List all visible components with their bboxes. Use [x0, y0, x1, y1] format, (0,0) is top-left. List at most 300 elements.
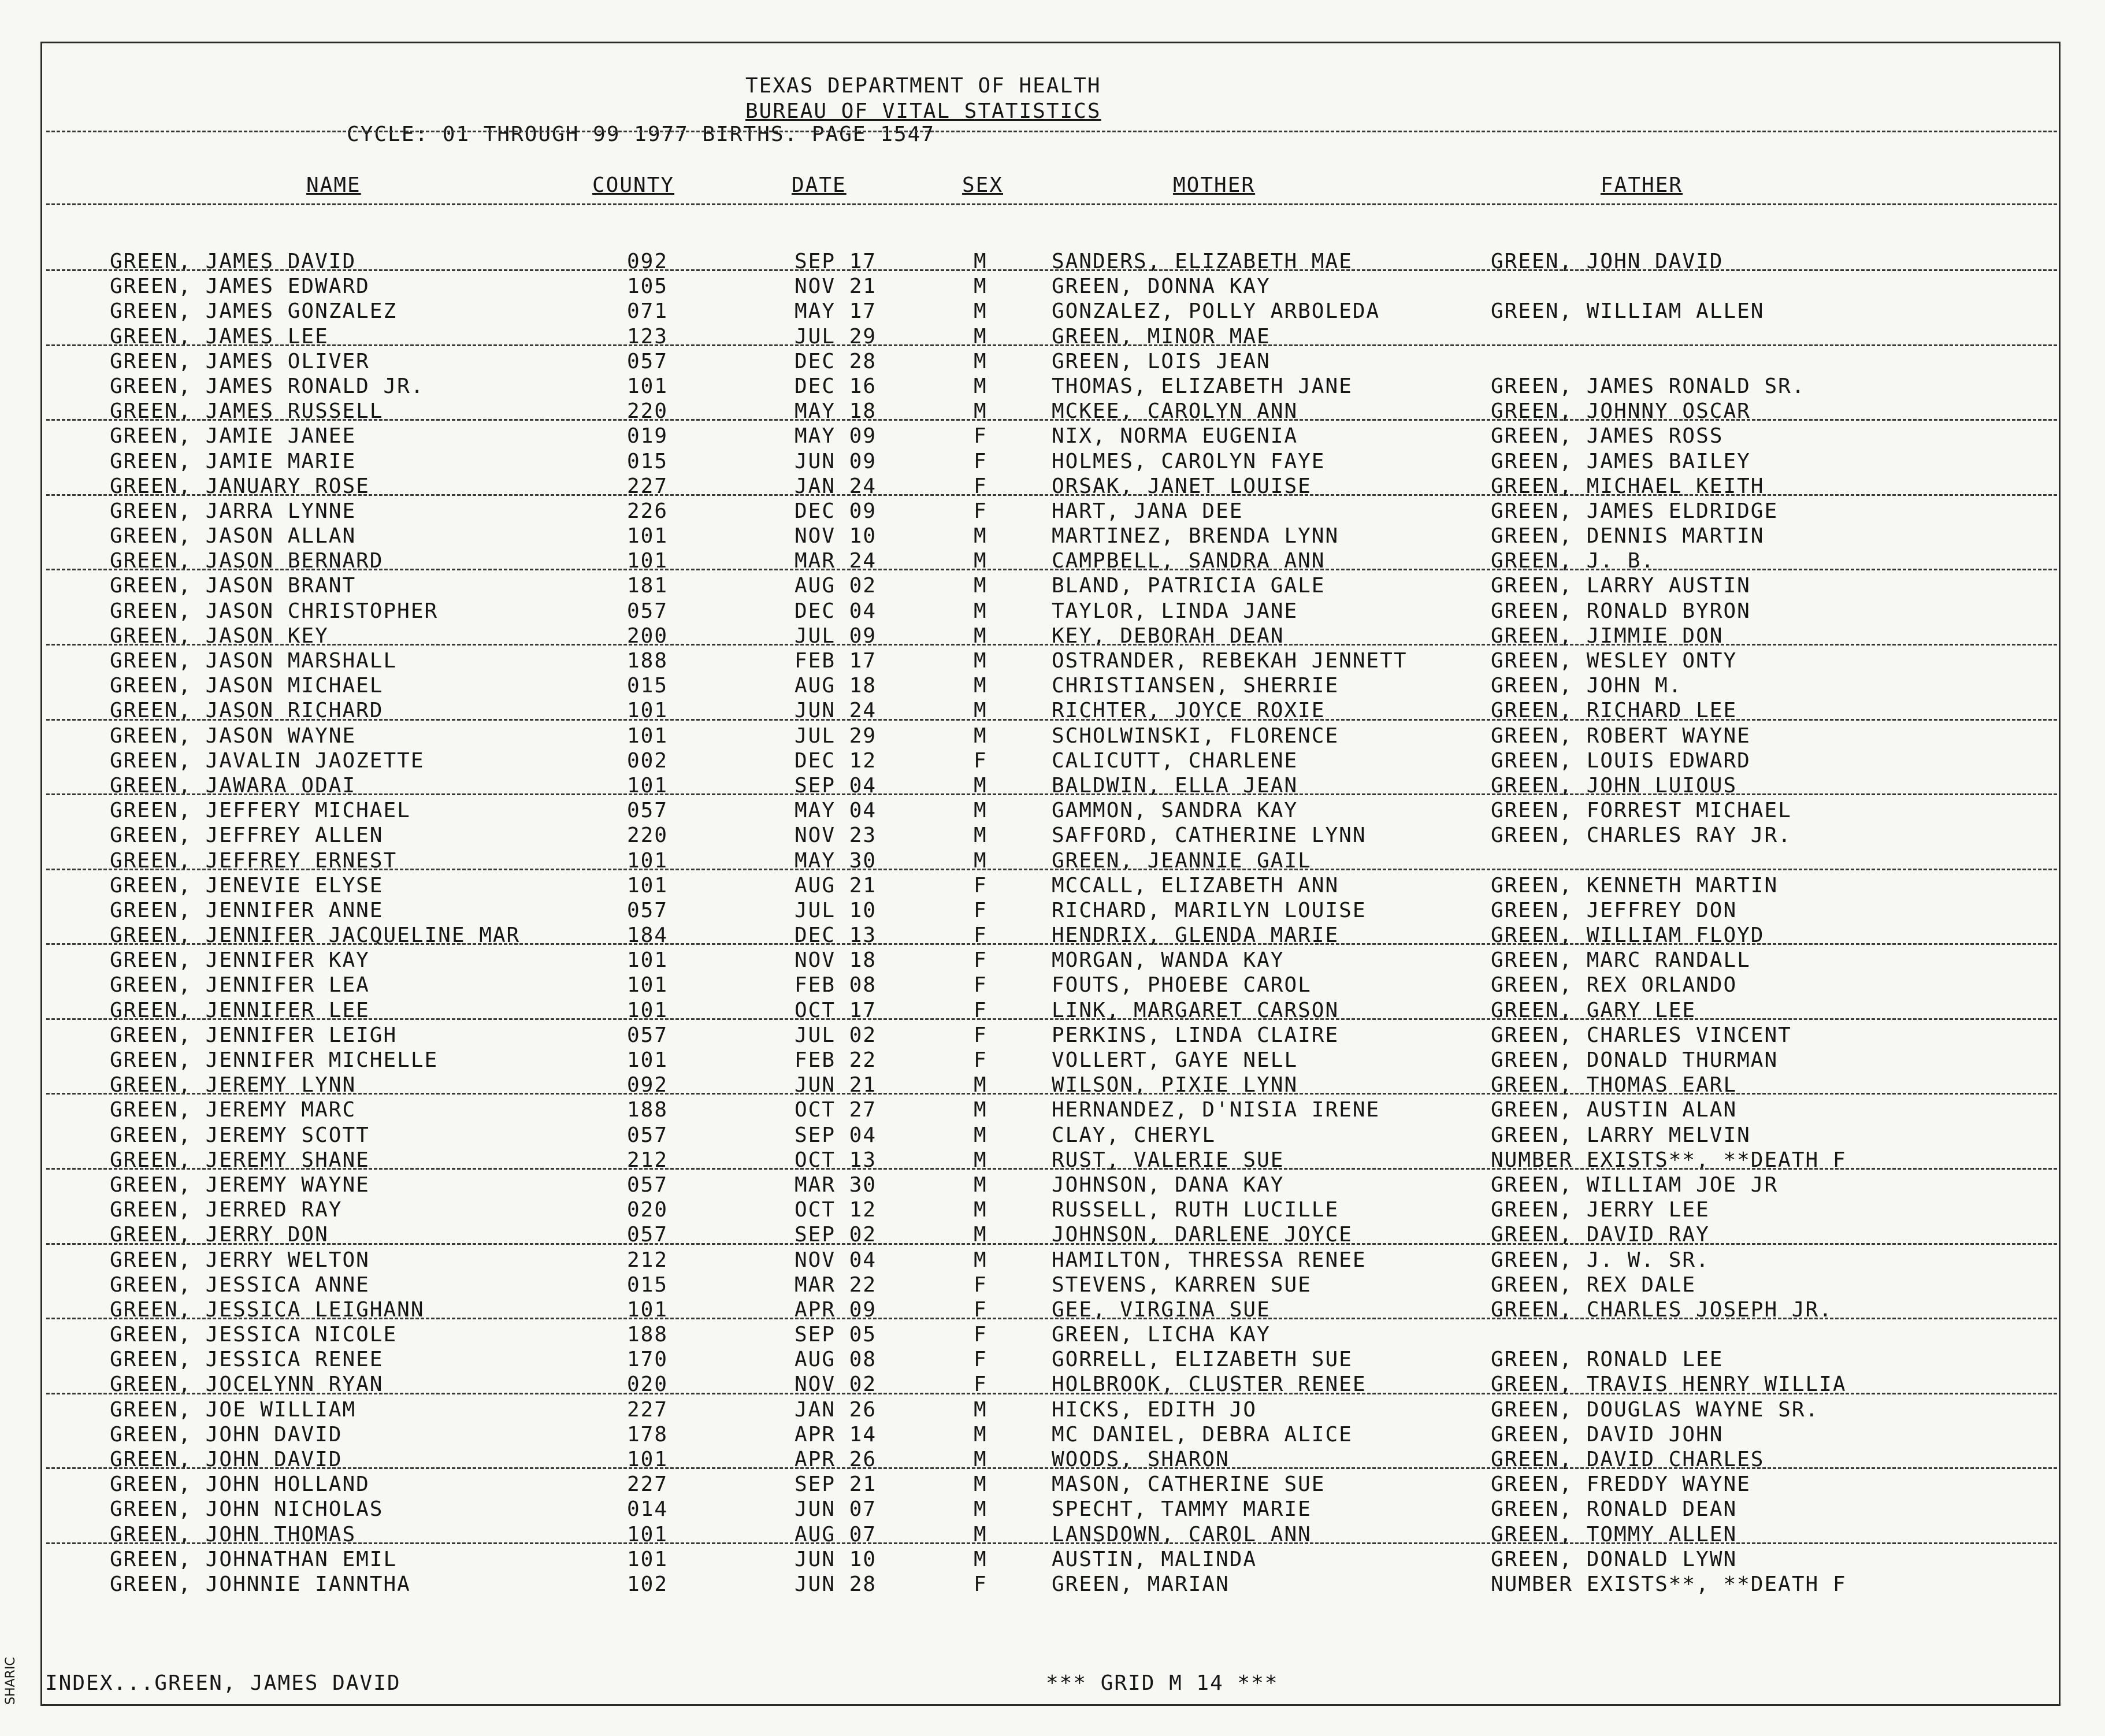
table-row — [0, 1272, 2105, 1297]
cell-date: DEC 13 — [795, 923, 877, 948]
cell-father: GREEN, JEFFREY DON — [1491, 898, 1738, 922]
cell-father: GREEN, REX ORLANDO — [1491, 973, 1738, 997]
cell-county: 188 — [627, 1098, 669, 1122]
cell-father: GREEN, WILLIAM FLOYD — [1491, 923, 1765, 948]
cell-sex: M — [974, 524, 987, 548]
cell-county: 020 — [627, 1373, 669, 1397]
cell-mother: WOODS, SHARON — [1052, 1448, 1230, 1471]
cell-county: 015 — [627, 1273, 669, 1297]
cell-father: GREEN, TOMMY ALLEN — [1491, 1522, 1738, 1546]
cell-date: OCT 27 — [795, 1098, 877, 1122]
table-row — [0, 698, 2105, 722]
cell-county: 227 — [627, 474, 669, 498]
cell-father: GREEN, WESLEY ONTY — [1491, 649, 1738, 673]
cell-date: DEC 04 — [795, 599, 877, 623]
cell-father: GREEN, CHARLES VINCENT — [1491, 1023, 1792, 1047]
cell-sex: M — [974, 1223, 987, 1247]
cell-date: DEC 12 — [795, 748, 877, 773]
cell-name: GREEN, JEREMY SCOTT — [110, 1123, 370, 1147]
cell-date: MAY 30 — [795, 848, 877, 873]
cell-name: GREEN, JAMES GONZALEZ — [110, 299, 398, 324]
cell-date: NOV 21 — [795, 275, 877, 299]
cell-date: AUG 21 — [795, 873, 877, 897]
cell-sex: M — [974, 1472, 987, 1497]
cell-county: 101 — [627, 1048, 669, 1072]
cell-county: 057 — [627, 1173, 669, 1197]
cell-county: 019 — [627, 424, 669, 448]
cell-county: 002 — [627, 748, 669, 773]
cell-father: GREEN, DAVID RAY — [1491, 1223, 1710, 1247]
cell-name: GREEN, JOHN DAVID — [110, 1448, 343, 1471]
cell-date: APR 26 — [795, 1448, 877, 1471]
cell-name: GREEN, JASON BERNARD — [110, 549, 384, 573]
cell-sex: F — [974, 449, 987, 473]
cell-name: GREEN, JASON MARSHALL — [110, 649, 398, 673]
cell-county: 188 — [627, 649, 669, 673]
cell-father: GREEN, ROBERT WAYNE — [1491, 724, 1751, 748]
cell-sex: F — [974, 1023, 987, 1047]
cell-mother: MC DANIEL, DEBRA ALICE — [1052, 1422, 1353, 1446]
table-row — [0, 1546, 2105, 1571]
cell-sex: M — [974, 1173, 987, 1197]
table-row — [0, 1446, 2105, 1471]
cell-date: DEC 16 — [795, 374, 877, 398]
cell-mother: GREEN, JEANNIE GAIL — [1052, 848, 1312, 873]
table-row — [0, 598, 2105, 623]
cell-father: GREEN, RONALD DEAN — [1491, 1497, 1738, 1522]
cell-father: GREEN, THOMAS EARL — [1491, 1073, 1738, 1097]
cell-father: GREEN, WILLIAM ALLEN — [1491, 299, 1765, 324]
cell-sex: F — [974, 424, 987, 448]
cell-father: GREEN, JIMMIE DON — [1491, 624, 1724, 648]
cell-sex: F — [974, 1297, 987, 1322]
cell-sex: M — [974, 773, 987, 797]
cell-name: GREEN, JERRY WELTON — [110, 1248, 370, 1272]
cell-name: GREEN, JASON MICHAEL — [110, 674, 384, 698]
cell-mother: GREEN, LOIS JEAN — [1052, 349, 1271, 373]
cell-father: GREEN, FREDDY WAYNE — [1491, 1472, 1751, 1497]
table-row — [0, 1172, 2105, 1197]
cell-date: JUN 10 — [795, 1547, 877, 1571]
header-rule — [46, 131, 2057, 132]
cell-sex: M — [974, 1148, 987, 1172]
cell-name: GREEN, JAMES OLIVER — [110, 349, 370, 373]
table-row — [0, 1397, 2105, 1422]
cell-mother: HOLMES, CAROLYN FAYE — [1052, 449, 1326, 473]
cell-sex: M — [974, 824, 987, 848]
table-row — [0, 648, 2105, 673]
column-header-date: DATE — [792, 173, 847, 197]
cell-date: NOV 10 — [795, 524, 877, 548]
cell-mother: RUSSELL, RUTH LUCILLE — [1052, 1198, 1339, 1222]
cell-father: GREEN, RONALD LEE — [1491, 1348, 1724, 1372]
table-row — [0, 1197, 2105, 1222]
cell-father: NUMBER EXISTS**, **DEATH F — [1491, 1572, 1847, 1596]
cell-mother: MCKEE, CAROLYN ANN — [1052, 399, 1298, 424]
cell-sex: F — [974, 1048, 987, 1072]
table-row — [0, 997, 2105, 1022]
cell-father: GREEN, J. W. SR. — [1491, 1248, 1710, 1272]
cell-county: 105 — [627, 275, 669, 299]
cell-name: GREEN, JASON CHRISTOPHER — [110, 599, 439, 623]
cell-sex: F — [974, 1373, 987, 1397]
cell-sex: F — [974, 499, 987, 523]
cell-mother: WILSON, PIXIE LYNN — [1052, 1073, 1298, 1097]
cell-name: GREEN, JESSICA NICOLE — [110, 1323, 398, 1347]
cell-mother: NIX, NORMA EUGENIA — [1052, 424, 1298, 448]
cell-name: GREEN, JENNIFER ANNE — [110, 898, 384, 922]
cell-sex: F — [974, 948, 987, 973]
cell-father: NUMBER EXISTS**, **DEATH F — [1491, 1148, 1847, 1172]
cell-father: GREEN, GARY LEE — [1491, 998, 1696, 1022]
cell-name: GREEN, JAVALIN JAOZETTE — [110, 748, 425, 773]
cell-county: 057 — [627, 599, 669, 623]
cell-mother: CALICUTT, CHARLENE — [1052, 748, 1298, 773]
table-row — [0, 897, 2105, 922]
cell-date: OCT 17 — [795, 998, 877, 1022]
cell-father: GREEN, CHARLES RAY JR. — [1491, 824, 1792, 848]
table-row — [0, 748, 2105, 773]
cell-mother: GREEN, MARIAN — [1052, 1572, 1230, 1596]
cell-date: JUN 21 — [795, 1073, 877, 1097]
cell-mother: LANSDOWN, CAROL ANN — [1052, 1522, 1312, 1546]
cell-county: 220 — [627, 824, 669, 848]
table-row — [0, 398, 2105, 423]
cell-date: DEC 28 — [795, 349, 877, 373]
table-row — [0, 972, 2105, 997]
records-table — [0, 248, 2105, 1596]
cell-mother: KEY, DEBORAH DEAN — [1052, 624, 1284, 648]
cell-county: 015 — [627, 674, 669, 698]
cell-mother: GREEN, LICHA KAY — [1052, 1323, 1271, 1347]
table-row — [0, 1072, 2105, 1097]
cell-county: 178 — [627, 1422, 669, 1446]
cell-sex: M — [974, 1448, 987, 1471]
cell-sex: M — [974, 649, 987, 673]
cell-name: GREEN, JENNIFER KAY — [110, 948, 370, 973]
cell-father: GREEN, REX DALE — [1491, 1273, 1696, 1297]
cell-name: GREEN, JESSICA ANNE — [110, 1273, 370, 1297]
cell-mother: CAMPBELL, SANDRA ANN — [1052, 549, 1326, 573]
table-row — [0, 273, 2105, 298]
table-row — [0, 473, 2105, 498]
cell-county: 101 — [627, 1547, 669, 1571]
cell-mother: HART, JANA DEE — [1052, 499, 1243, 523]
cell-sex: M — [974, 574, 987, 598]
cell-county: 101 — [627, 948, 669, 973]
table-row — [0, 498, 2105, 523]
cell-county: 101 — [627, 1522, 669, 1546]
agency-title: TEXAS DEPARTMENT OF HEALTH — [745, 74, 1101, 98]
cell-county: 057 — [627, 1123, 669, 1147]
cell-date: JUL 29 — [795, 724, 877, 748]
cell-name: GREEN, JOHN DAVID — [110, 1422, 343, 1446]
table-row — [0, 324, 2105, 348]
cell-father: GREEN, JAMES ELDRIDGE — [1491, 499, 1779, 523]
cell-date: SEP 04 — [795, 773, 877, 797]
cell-name: GREEN, JOHN NICHOLAS — [110, 1497, 384, 1522]
table-row — [0, 248, 2105, 273]
cell-date: FEB 17 — [795, 649, 877, 673]
table-row — [0, 922, 2105, 947]
table-row — [0, 773, 2105, 797]
cell-sex: M — [974, 674, 987, 698]
cell-date: OCT 13 — [795, 1148, 877, 1172]
table-row — [0, 1422, 2105, 1446]
cell-sex: F — [974, 873, 987, 897]
cell-name: GREEN, JESSICA LEIGHANN — [110, 1297, 425, 1322]
cell-sex: M — [974, 1547, 987, 1571]
cell-father: GREEN, JOHN LUIOUS — [1491, 773, 1738, 797]
cell-sex: F — [974, 1323, 987, 1347]
cell-date: MAY 09 — [795, 424, 877, 448]
table-row — [0, 673, 2105, 698]
cell-date: JUL 10 — [795, 898, 877, 922]
cell-name: GREEN, JESSICA RENEE — [110, 1348, 384, 1372]
cell-date: NOV 23 — [795, 824, 877, 848]
cell-sex: F — [974, 1273, 987, 1297]
cell-mother: THOMAS, ELIZABETH JANE — [1052, 374, 1353, 398]
table-row — [0, 1097, 2105, 1122]
column-header-sex: SEX — [962, 173, 1004, 197]
cell-name: GREEN, JAMES LEE — [110, 324, 329, 348]
cell-county: 101 — [627, 549, 669, 573]
cell-date: APR 09 — [795, 1297, 877, 1322]
cell-name: GREEN, JOHNATHAN EMIL — [110, 1547, 398, 1571]
cell-name: GREEN, JANUARY ROSE — [110, 474, 370, 498]
cell-date: AUG 02 — [795, 574, 877, 598]
cell-date: JAN 26 — [795, 1397, 877, 1422]
table-row — [0, 1247, 2105, 1272]
cell-name: GREEN, JENNIFER LEIGH — [110, 1023, 398, 1047]
cell-name: GREEN, JAMES DAVID — [110, 250, 357, 273]
cell-sex: F — [974, 1348, 987, 1372]
cell-mother: SAFFORD, CATHERINE LYNN — [1052, 824, 1367, 848]
cell-date: FEB 08 — [795, 973, 877, 997]
cell-name: GREEN, JEFFREY ALLEN — [110, 824, 384, 848]
cell-name: GREEN, JENEVIE ELYSE — [110, 873, 384, 897]
cell-county: 220 — [627, 399, 669, 424]
table-row — [0, 1496, 2105, 1521]
column-header-county: COUNTY — [592, 173, 675, 197]
cell-date: JUN 24 — [795, 699, 877, 723]
cell-sex: F — [974, 1572, 987, 1596]
cell-date: MAY 18 — [795, 399, 877, 424]
cell-father: GREEN, JERRY LEE — [1491, 1198, 1710, 1222]
cell-father: GREEN, MARC RANDALL — [1491, 948, 1751, 973]
cell-name: GREEN, JASON RICHARD — [110, 699, 384, 723]
cell-father: GREEN, DONALD THURMAN — [1491, 1048, 1779, 1072]
cell-date: DEC 09 — [795, 499, 877, 523]
cell-date: JAN 24 — [795, 474, 877, 498]
table-row — [0, 1471, 2105, 1496]
cell-sex: M — [974, 1198, 987, 1222]
cell-name: GREEN, JAMES RUSSELL — [110, 399, 384, 424]
cell-sex: M — [974, 275, 987, 299]
cell-name: GREEN, JASON WAYNE — [110, 724, 357, 748]
table-row — [0, 348, 2105, 373]
cell-mother: RUST, VALERIE SUE — [1052, 1148, 1284, 1172]
cell-sex: M — [974, 1422, 987, 1446]
cell-county: 101 — [627, 524, 669, 548]
cell-sex: M — [974, 374, 987, 398]
column-header-father: FATHER — [1601, 173, 1683, 197]
cell-name: GREEN, JAWARA ODAI — [110, 773, 357, 797]
cell-sex: M — [974, 399, 987, 424]
table-row — [0, 1571, 2105, 1596]
cell-mother: RICHTER, JOYCE ROXIE — [1052, 699, 1326, 723]
cell-county: 101 — [627, 1448, 669, 1471]
cell-county: 227 — [627, 1472, 669, 1497]
cell-name: GREEN, JENNIFER JACQUELINE MAR — [110, 923, 521, 948]
cell-father: GREEN, JAMES BAILEY — [1491, 449, 1751, 473]
cell-mother: SPECHT, TAMMY MARIE — [1052, 1497, 1312, 1522]
table-row — [0, 822, 2105, 847]
cell-county: 057 — [627, 799, 669, 823]
cell-name: GREEN, JEFFERY MICHAEL — [110, 799, 411, 823]
table-row — [0, 1346, 2105, 1371]
cell-mother: LINK, MARGARET CARSON — [1052, 998, 1339, 1022]
cell-date: SEP 21 — [795, 1472, 877, 1497]
cell-mother: BALDWIN, ELLA JEAN — [1052, 773, 1298, 797]
cell-county: 092 — [627, 250, 669, 273]
cell-mother: OSTRANDER, REBEKAH JENNETT — [1052, 649, 1408, 673]
cell-mother: GAMMON, SANDRA KAY — [1052, 799, 1298, 823]
cycle-line: CYCLE: 01 THROUGH 99 1977 BIRTHS. PAGE 1547 — [347, 123, 935, 146]
cell-sex: M — [974, 1522, 987, 1546]
cell-date: MAY 17 — [795, 299, 877, 324]
cell-sex: M — [974, 1123, 987, 1147]
cell-date: MAR 22 — [795, 1273, 877, 1297]
cell-name: GREEN, JASON ALLAN — [110, 524, 357, 548]
cell-date: JUL 29 — [795, 324, 877, 348]
cell-date: NOV 18 — [795, 948, 877, 973]
cell-sex: M — [974, 799, 987, 823]
table-row — [0, 797, 2105, 822]
cell-sex: M — [974, 848, 987, 873]
cell-sex: F — [974, 474, 987, 498]
cell-mother: GREEN, DONNA KAY — [1052, 275, 1271, 299]
cell-name: GREEN, JASON KEY — [110, 624, 329, 648]
cell-name: GREEN, JAMES RONALD JR. — [110, 374, 425, 398]
cell-county: 184 — [627, 923, 669, 948]
cell-sex: F — [974, 973, 987, 997]
cell-father: GREEN, RONALD BYRON — [1491, 599, 1751, 623]
cell-date: AUG 08 — [795, 1348, 877, 1372]
cell-county: 123 — [627, 324, 669, 348]
cell-name: GREEN, JOHN HOLLAND — [110, 1472, 370, 1497]
cell-father: GREEN, J. B. — [1491, 549, 1655, 573]
cell-county: 057 — [627, 898, 669, 922]
cell-mother: GREEN, MINOR MAE — [1052, 324, 1271, 348]
cell-father: GREEN, DONALD LYWN — [1491, 1547, 1738, 1571]
cell-sex: F — [974, 923, 987, 948]
cell-mother: VOLLERT, GAYE NELL — [1052, 1048, 1298, 1072]
cell-county: 170 — [627, 1348, 669, 1372]
cell-date: SEP 17 — [795, 250, 877, 273]
table-row — [0, 848, 2105, 873]
table-row — [0, 1122, 2105, 1147]
table-row — [0, 623, 2105, 648]
table-row — [0, 423, 2105, 448]
cell-county: 101 — [627, 873, 669, 897]
table-row — [0, 373, 2105, 398]
cell-mother: HOLBROOK, CLUSTER RENEE — [1052, 1373, 1367, 1397]
cell-county: 101 — [627, 973, 669, 997]
cell-mother: MASON, CATHERINE SUE — [1052, 1472, 1326, 1497]
cell-date: MAY 04 — [795, 799, 877, 823]
cell-mother: FOUTS, PHOEBE CAROL — [1052, 973, 1312, 997]
cell-mother: CHRISTIANSEN, SHERRIE — [1052, 674, 1339, 698]
cell-father: GREEN, JOHN DAVID — [1491, 250, 1724, 273]
cell-sex: M — [974, 549, 987, 573]
cell-name: GREEN, JOE WILLIAM — [110, 1397, 357, 1422]
cell-sex: M — [974, 299, 987, 324]
cell-name: GREEN, JOHN THOMAS — [110, 1522, 357, 1546]
cell-date: JUL 09 — [795, 624, 877, 648]
cell-county: 015 — [627, 449, 669, 473]
cell-father: GREEN, DAVID CHARLES — [1491, 1448, 1765, 1471]
cell-name: GREEN, JOCELYNN RYAN — [110, 1373, 384, 1397]
cell-mother: GONZALEZ, POLLY ARBOLEDA — [1052, 299, 1380, 324]
cell-mother: CLAY, CHERYL — [1052, 1123, 1216, 1147]
cell-county: 212 — [627, 1148, 669, 1172]
cell-father: GREEN, LOUIS EDWARD — [1491, 748, 1751, 773]
table-row — [0, 1322, 2105, 1346]
cell-name: GREEN, JARRA LYNNE — [110, 499, 357, 523]
bureau-title: BUREAU OF VITAL STATISTICS — [745, 99, 1101, 123]
cell-name: GREEN, JENNIFER LEA — [110, 973, 370, 997]
cell-date: MAR 24 — [795, 549, 877, 573]
table-row — [0, 873, 2105, 897]
cell-name: GREEN, JERRY DON — [110, 1223, 329, 1247]
table-row — [0, 1147, 2105, 1172]
cell-county: 101 — [627, 848, 669, 873]
cell-name: GREEN, JEFFREY ERNEST — [110, 848, 398, 873]
side-label: SHARIC — [3, 1657, 18, 1705]
cell-mother: BLAND, PATRICIA GALE — [1052, 574, 1326, 598]
cell-date: FEB 22 — [795, 1048, 877, 1072]
cell-father: GREEN, DOUGLAS WAYNE SR. — [1491, 1397, 1820, 1422]
cell-date: APR 14 — [795, 1422, 877, 1446]
cell-mother: ORSAK, JANET LOUISE — [1052, 474, 1312, 498]
cell-name: GREEN, JOHNNIE IANNTHA — [110, 1572, 411, 1596]
cell-father: GREEN, JOHNNY OSCAR — [1491, 399, 1751, 424]
cell-name: GREEN, JEREMY SHANE — [110, 1148, 370, 1172]
cell-name: GREEN, JEREMY MARC — [110, 1098, 357, 1122]
cell-sex: F — [974, 898, 987, 922]
cell-date: JUN 28 — [795, 1572, 877, 1596]
cell-mother: SANDERS, ELIZABETH MAE — [1052, 250, 1353, 273]
cell-date: JUN 07 — [795, 1497, 877, 1522]
cell-name: GREEN, JENNIFER LEE — [110, 998, 370, 1022]
cell-sex: M — [974, 1098, 987, 1122]
cell-mother: GEE, VIRGINA SUE — [1052, 1297, 1271, 1322]
cell-father: GREEN, JAMES ROSS — [1491, 424, 1724, 448]
table-row — [0, 448, 2105, 473]
cell-father: GREEN, DENNIS MARTIN — [1491, 524, 1765, 548]
table-row — [0, 1522, 2105, 1546]
cell-county: 014 — [627, 1497, 669, 1522]
table-row — [0, 548, 2105, 573]
cell-date: NOV 02 — [795, 1373, 877, 1397]
table-row — [0, 723, 2105, 748]
cell-county: 071 — [627, 299, 669, 324]
table-row — [0, 1222, 2105, 1247]
cell-father: GREEN, TRAVIS HENRY WILLIA — [1491, 1373, 1847, 1397]
cell-date: SEP 05 — [795, 1323, 877, 1347]
table-row — [0, 1022, 2105, 1047]
